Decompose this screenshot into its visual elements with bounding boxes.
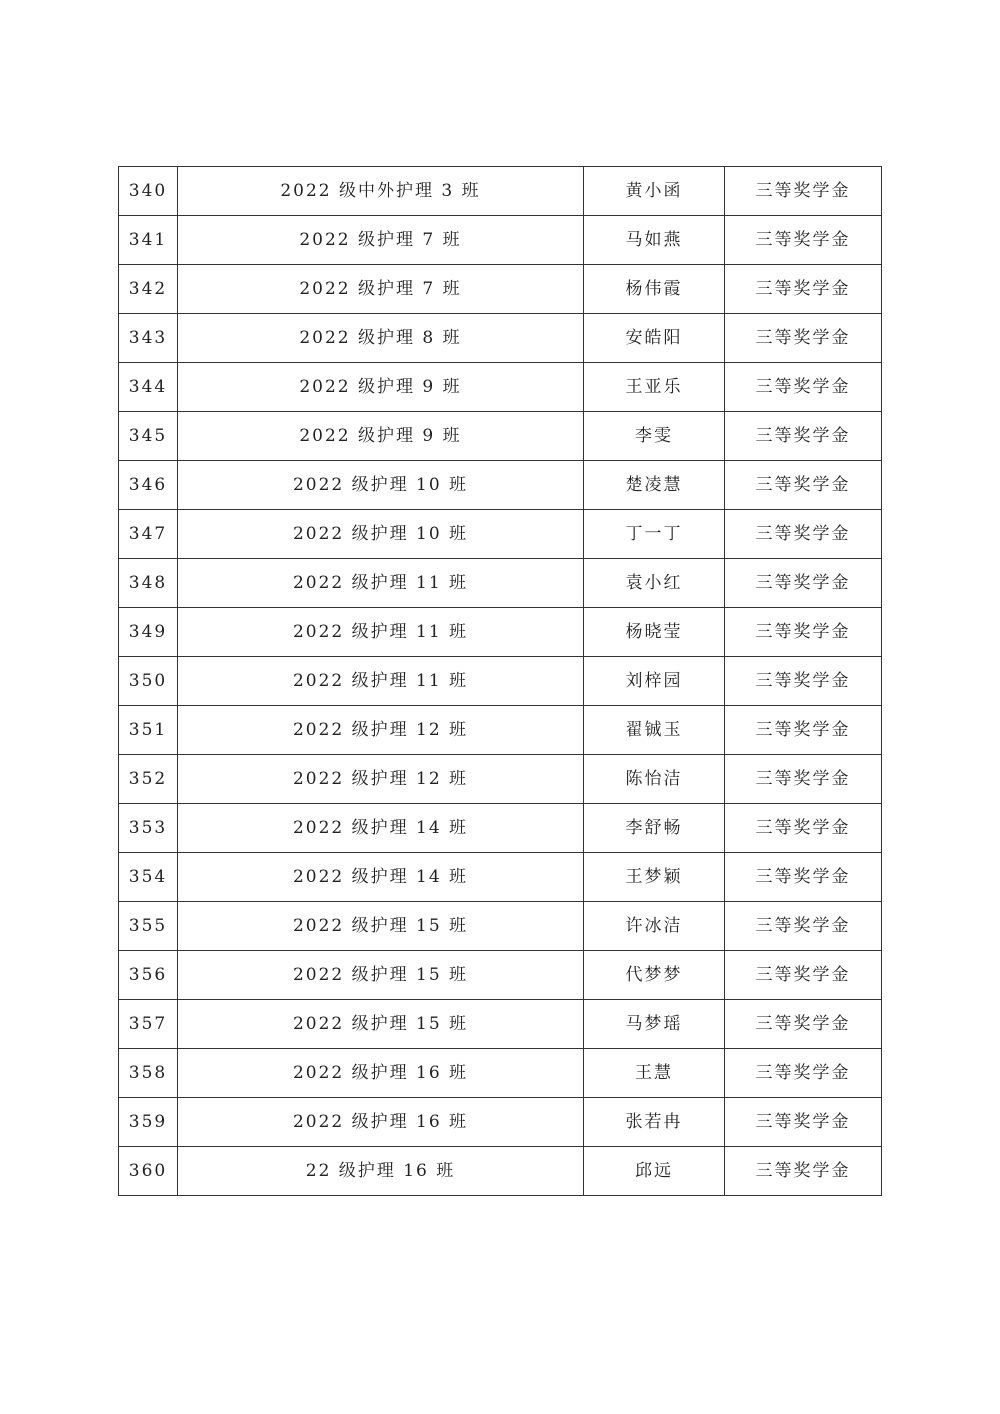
cell-award: 三等奖学金 [725, 461, 882, 510]
cell-award: 三等奖学金 [725, 1000, 882, 1049]
cell-class: 2022 级护理 10 班 [178, 461, 584, 510]
cell-student-name: 许冰洁 [584, 902, 725, 951]
cell-class: 2022 级护理 11 班 [178, 608, 584, 657]
cell-class: 2022 级护理 15 班 [178, 902, 584, 951]
cell-class: 22 级护理 16 班 [178, 1147, 584, 1196]
cell-student-name: 杨晓莹 [584, 608, 725, 657]
cell-award: 三等奖学金 [725, 902, 882, 951]
table-row [119, 1098, 882, 1147]
cell-number: 343 [119, 314, 178, 363]
table-row [119, 853, 882, 902]
cell-student-name: 杨伟霞 [584, 265, 725, 314]
cell-class: 2022 级护理 12 班 [178, 755, 584, 804]
cell-award: 三等奖学金 [725, 510, 882, 559]
cell-class: 2022 级护理 16 班 [178, 1049, 584, 1098]
cell-student-name: 李雯 [584, 412, 725, 461]
cell-award: 三等奖学金 [725, 265, 882, 314]
cell-class: 2022 级护理 16 班 [178, 1098, 584, 1147]
cell-award: 三等奖学金 [725, 657, 882, 706]
cell-student-name: 黄小函 [584, 167, 725, 216]
cell-number: 357 [119, 1000, 178, 1049]
cell-award: 三等奖学金 [725, 314, 882, 363]
cell-number: 349 [119, 608, 178, 657]
cell-number: 353 [119, 804, 178, 853]
cell-student-name: 张若冉 [584, 1098, 725, 1147]
cell-class: 2022 级护理 11 班 [178, 657, 584, 706]
cell-student-name: 马如燕 [584, 216, 725, 265]
table-row [119, 265, 882, 314]
cell-student-name: 楚凌慧 [584, 461, 725, 510]
table-row [119, 510, 882, 559]
cell-number: 352 [119, 755, 178, 804]
cell-number: 355 [119, 902, 178, 951]
cell-award: 三等奖学金 [725, 706, 882, 755]
cell-award: 三等奖学金 [725, 1098, 882, 1147]
cell-student-name: 李舒畅 [584, 804, 725, 853]
cell-number: 351 [119, 706, 178, 755]
cell-student-name: 马梦瑶 [584, 1000, 725, 1049]
table-row [119, 657, 882, 706]
cell-number: 340 [119, 167, 178, 216]
cell-number: 358 [119, 1049, 178, 1098]
cell-student-name: 王梦颖 [584, 853, 725, 902]
cell-class: 2022 级护理 14 班 [178, 804, 584, 853]
cell-class: 2022 级护理 14 班 [178, 853, 584, 902]
table-row [119, 412, 882, 461]
cell-class: 2022 级护理 11 班 [178, 559, 584, 608]
cell-award: 三等奖学金 [725, 412, 882, 461]
cell-class: 2022 级护理 15 班 [178, 1000, 584, 1049]
cell-class: 2022 级护理 12 班 [178, 706, 584, 755]
cell-class: 2022 级护理 15 班 [178, 951, 584, 1000]
table-row [119, 1000, 882, 1049]
cell-number: 346 [119, 461, 178, 510]
cell-number: 354 [119, 853, 178, 902]
cell-number: 360 [119, 1147, 178, 1196]
table-row [119, 1147, 882, 1196]
table-row [119, 951, 882, 1000]
table-row [119, 608, 882, 657]
cell-class: 2022 级护理 8 班 [178, 314, 584, 363]
scholarship-table [118, 166, 882, 1196]
cell-student-name: 陈怡洁 [584, 755, 725, 804]
cell-student-name: 邱远 [584, 1147, 725, 1196]
cell-award: 三等奖学金 [725, 853, 882, 902]
cell-student-name: 王亚乐 [584, 363, 725, 412]
cell-award: 三等奖学金 [725, 951, 882, 1000]
cell-class: 2022 级护理 7 班 [178, 265, 584, 314]
cell-award: 三等奖学金 [725, 1147, 882, 1196]
table-row [119, 314, 882, 363]
cell-class: 2022 级护理 9 班 [178, 363, 584, 412]
cell-class: 2022 级护理 7 班 [178, 216, 584, 265]
cell-class: 2022 级护理 9 班 [178, 412, 584, 461]
cell-number: 359 [119, 1098, 178, 1147]
cell-number: 348 [119, 559, 178, 608]
table-row [119, 902, 882, 951]
cell-student-name: 刘梓园 [584, 657, 725, 706]
table-row [119, 804, 882, 853]
cell-award: 三等奖学金 [725, 167, 882, 216]
cell-award: 三等奖学金 [725, 363, 882, 412]
cell-number: 342 [119, 265, 178, 314]
cell-award: 三等奖学金 [725, 608, 882, 657]
scholarship-table-body [119, 167, 882, 1196]
cell-number: 350 [119, 657, 178, 706]
table-row [119, 167, 882, 216]
cell-student-name: 王慧 [584, 1049, 725, 1098]
cell-student-name: 丁一丁 [584, 510, 725, 559]
cell-award: 三等奖学金 [725, 1049, 882, 1098]
cell-number: 344 [119, 363, 178, 412]
cell-number: 345 [119, 412, 178, 461]
table-row [119, 461, 882, 510]
table-row [119, 755, 882, 804]
cell-number: 341 [119, 216, 178, 265]
cell-student-name: 安皓阳 [584, 314, 725, 363]
cell-student-name: 袁小红 [584, 559, 725, 608]
cell-award: 三等奖学金 [725, 755, 882, 804]
cell-class: 2022 级护理 10 班 [178, 510, 584, 559]
cell-number: 356 [119, 951, 178, 1000]
cell-award: 三等奖学金 [725, 804, 882, 853]
cell-student-name: 代梦梦 [584, 951, 725, 1000]
cell-student-name: 翟铖玉 [584, 706, 725, 755]
table-row [119, 706, 882, 755]
cell-number: 347 [119, 510, 178, 559]
table-row [119, 559, 882, 608]
table-row [119, 1049, 882, 1098]
table-row [119, 216, 882, 265]
cell-class: 2022 级中外护理 3 班 [178, 167, 584, 216]
cell-award: 三等奖学金 [725, 559, 882, 608]
table-row [119, 363, 882, 412]
cell-award: 三等奖学金 [725, 216, 882, 265]
